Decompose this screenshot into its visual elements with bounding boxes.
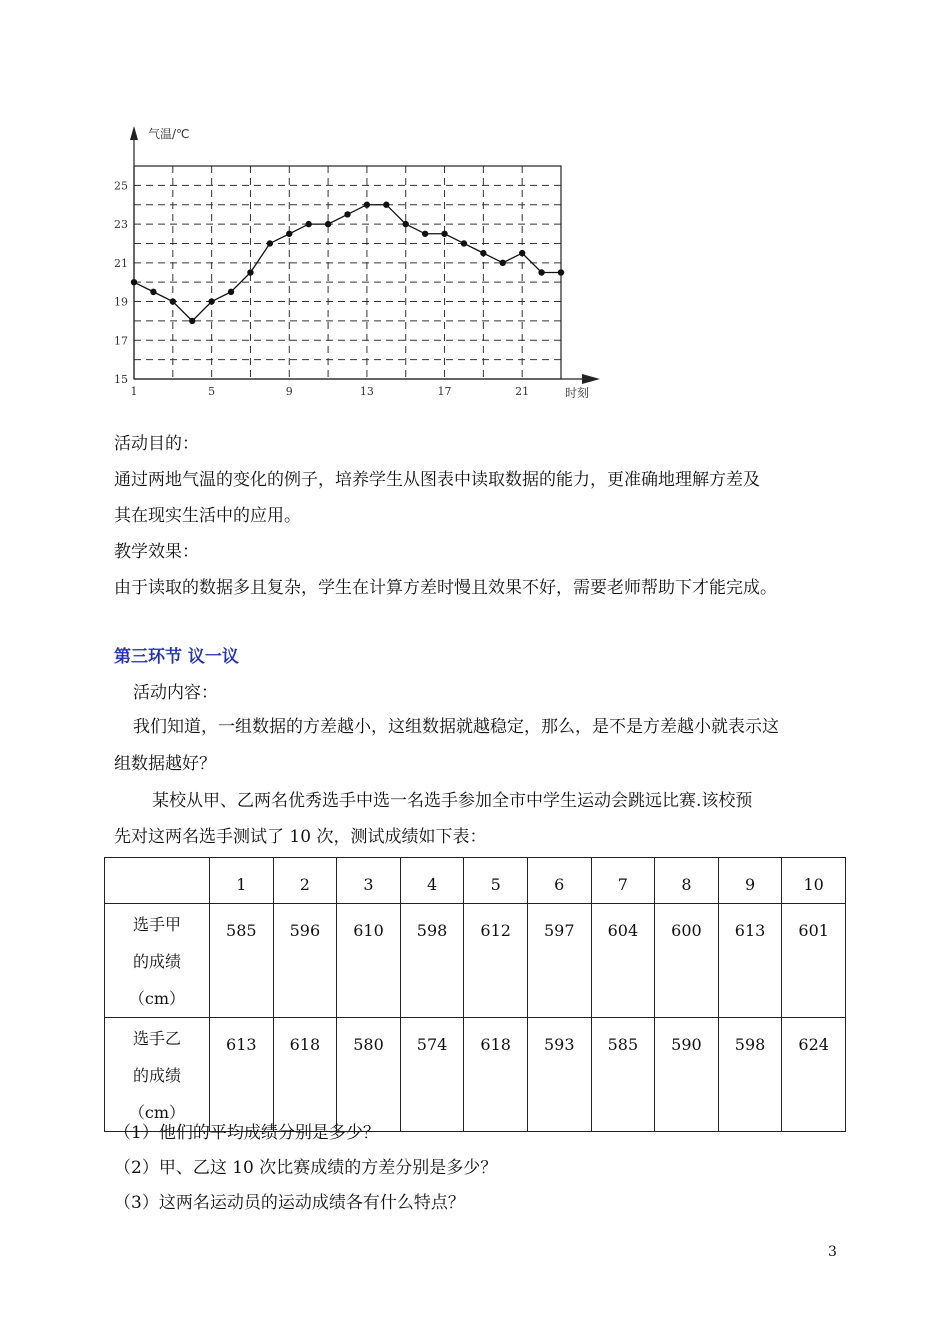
table-header-cell: 2: [273, 858, 337, 904]
data-point: [170, 298, 176, 304]
data-point: [208, 298, 214, 304]
data-point: [267, 240, 273, 246]
y-tick-label: 25: [114, 179, 128, 193]
section-heading: 第三环节 议一议: [114, 647, 239, 667]
score-cell: 613: [718, 904, 782, 1018]
score-cell: 593: [527, 1018, 591, 1132]
purpose-title: 活动目的：: [114, 434, 199, 454]
table-header-cell: 8: [655, 858, 719, 904]
x-tick-label: 13: [359, 385, 374, 398]
data-point: [364, 202, 370, 208]
problem-text-line1: 某校从甲、乙两名优秀选手中选一名选手参加全市中学生运动会跳远比赛.该校预: [152, 791, 753, 811]
data-point: [383, 202, 389, 208]
table-row-player-b: [105, 1018, 846, 1132]
score-cell: 618: [273, 1018, 337, 1132]
score-cell: 585: [591, 1018, 655, 1132]
score-cell: 610: [337, 904, 401, 1018]
x-axis-arrow: [582, 374, 600, 384]
data-point: [480, 250, 486, 256]
score-cell: 624: [782, 1018, 846, 1132]
y-tick-label: 17: [114, 334, 128, 348]
row-label-line: 选手甲: [132, 915, 181, 934]
row-label-player-a: [105, 904, 210, 1018]
content-title: 活动内容：: [133, 683, 218, 703]
row-label-line: （cm）: [128, 1103, 186, 1122]
row-label-line: 的成绩: [132, 1066, 181, 1085]
x-tick-label: 21: [515, 385, 530, 398]
data-point: [150, 289, 156, 295]
x-tick-label: 5: [208, 385, 216, 398]
score-cell: 604: [591, 904, 655, 1018]
table-corner-cell: [105, 858, 210, 904]
purpose-text-line2: 其在现实生活中的应用。: [114, 506, 301, 526]
table-header-cell: 9: [718, 858, 782, 904]
score-cell: 598: [400, 904, 464, 1018]
score-cell: 598: [718, 1018, 782, 1132]
data-point: [441, 231, 447, 237]
data-point: [286, 231, 292, 237]
y-tick-label: 23: [114, 218, 128, 232]
content-text-line2: 组数据越好？: [114, 754, 216, 774]
score-cell: 597: [527, 904, 591, 1018]
row-label-line: （cm）: [128, 989, 186, 1008]
x-tick-label: 1: [130, 385, 138, 398]
data-point: [519, 250, 525, 256]
table-header-cell: 6: [527, 858, 591, 904]
x-axis-label: 时刻: [565, 386, 590, 400]
data-point: [189, 318, 195, 324]
x-tick-label: 9: [285, 385, 293, 398]
data-point: [403, 221, 409, 227]
table-header-cell: 1: [210, 858, 274, 904]
table-row-player-a: [105, 904, 846, 1018]
table-header-cell: 4: [400, 858, 464, 904]
score-cell: 580: [337, 1018, 401, 1132]
y-tick-label: 21: [114, 256, 128, 270]
data-point: [422, 231, 428, 237]
data-point: [305, 221, 311, 227]
plot-frame: [134, 166, 561, 379]
row-label-player-b: [105, 1018, 210, 1132]
row-label-line: 选手乙: [132, 1029, 181, 1048]
question-3: （3）这两名运动员的运动成绩各有什么特点？: [114, 1193, 465, 1213]
table-header-cell: 5: [464, 858, 528, 904]
page-number: 3: [828, 1244, 837, 1260]
table-header-cell: 7: [591, 858, 655, 904]
question-1: （1）他们的平均成绩分别是多少？: [114, 1123, 380, 1143]
question-2: （2）甲、乙这 10 次比赛成绩的方差分别是多少？: [114, 1158, 498, 1178]
temperature-line-chart: [110, 118, 610, 418]
row-label-line: 的成绩: [132, 952, 181, 971]
data-point: [325, 221, 331, 227]
purpose-text-line1: 通过两地气温的变化的例子，培养学生从图表中读取数据的能力，更准确地理解方差及: [114, 470, 760, 490]
score-cell: 612: [464, 904, 528, 1018]
y-axis-arrow: [130, 126, 138, 140]
data-point: [461, 240, 467, 246]
data-point: [344, 211, 350, 217]
score-cell: 590: [655, 1018, 719, 1132]
scores-table: [104, 857, 846, 1132]
effect-title: 教学效果：: [114, 542, 199, 562]
y-axis-label: 气温/℃: [148, 127, 190, 141]
score-cell: 585: [210, 904, 274, 1018]
data-point: [500, 260, 506, 266]
data-point: [538, 269, 544, 275]
score-cell: 618: [464, 1018, 528, 1132]
y-tick-label: 15: [114, 373, 128, 386]
score-cell: 601: [782, 904, 846, 1018]
score-cell: 596: [273, 904, 337, 1018]
data-point: [558, 269, 564, 275]
problem-text-line2: 先对这两名选手测试了 10 次，测试成绩如下表：: [114, 827, 487, 847]
score-cell: 613: [210, 1018, 274, 1132]
score-cell: 574: [400, 1018, 464, 1132]
data-point: [131, 279, 137, 285]
effect-text: 由于读取的数据多且复杂，学生在计算方差时慢且效果不好，需要老师帮助下才能完成。: [114, 578, 777, 598]
score-cell: 600: [655, 904, 719, 1018]
data-point: [228, 289, 234, 295]
table-header-row: [105, 858, 846, 904]
y-tick-label: 19: [114, 295, 128, 309]
table-header-cell: 3: [337, 858, 401, 904]
data-point: [247, 269, 253, 275]
x-tick-label: 17: [437, 385, 452, 398]
content-text-line1: 我们知道，一组数据的方差越小，这组数据就越稳定，那么，是不是方差越小就表示这: [133, 717, 779, 737]
table-header-cell: 10: [782, 858, 846, 904]
